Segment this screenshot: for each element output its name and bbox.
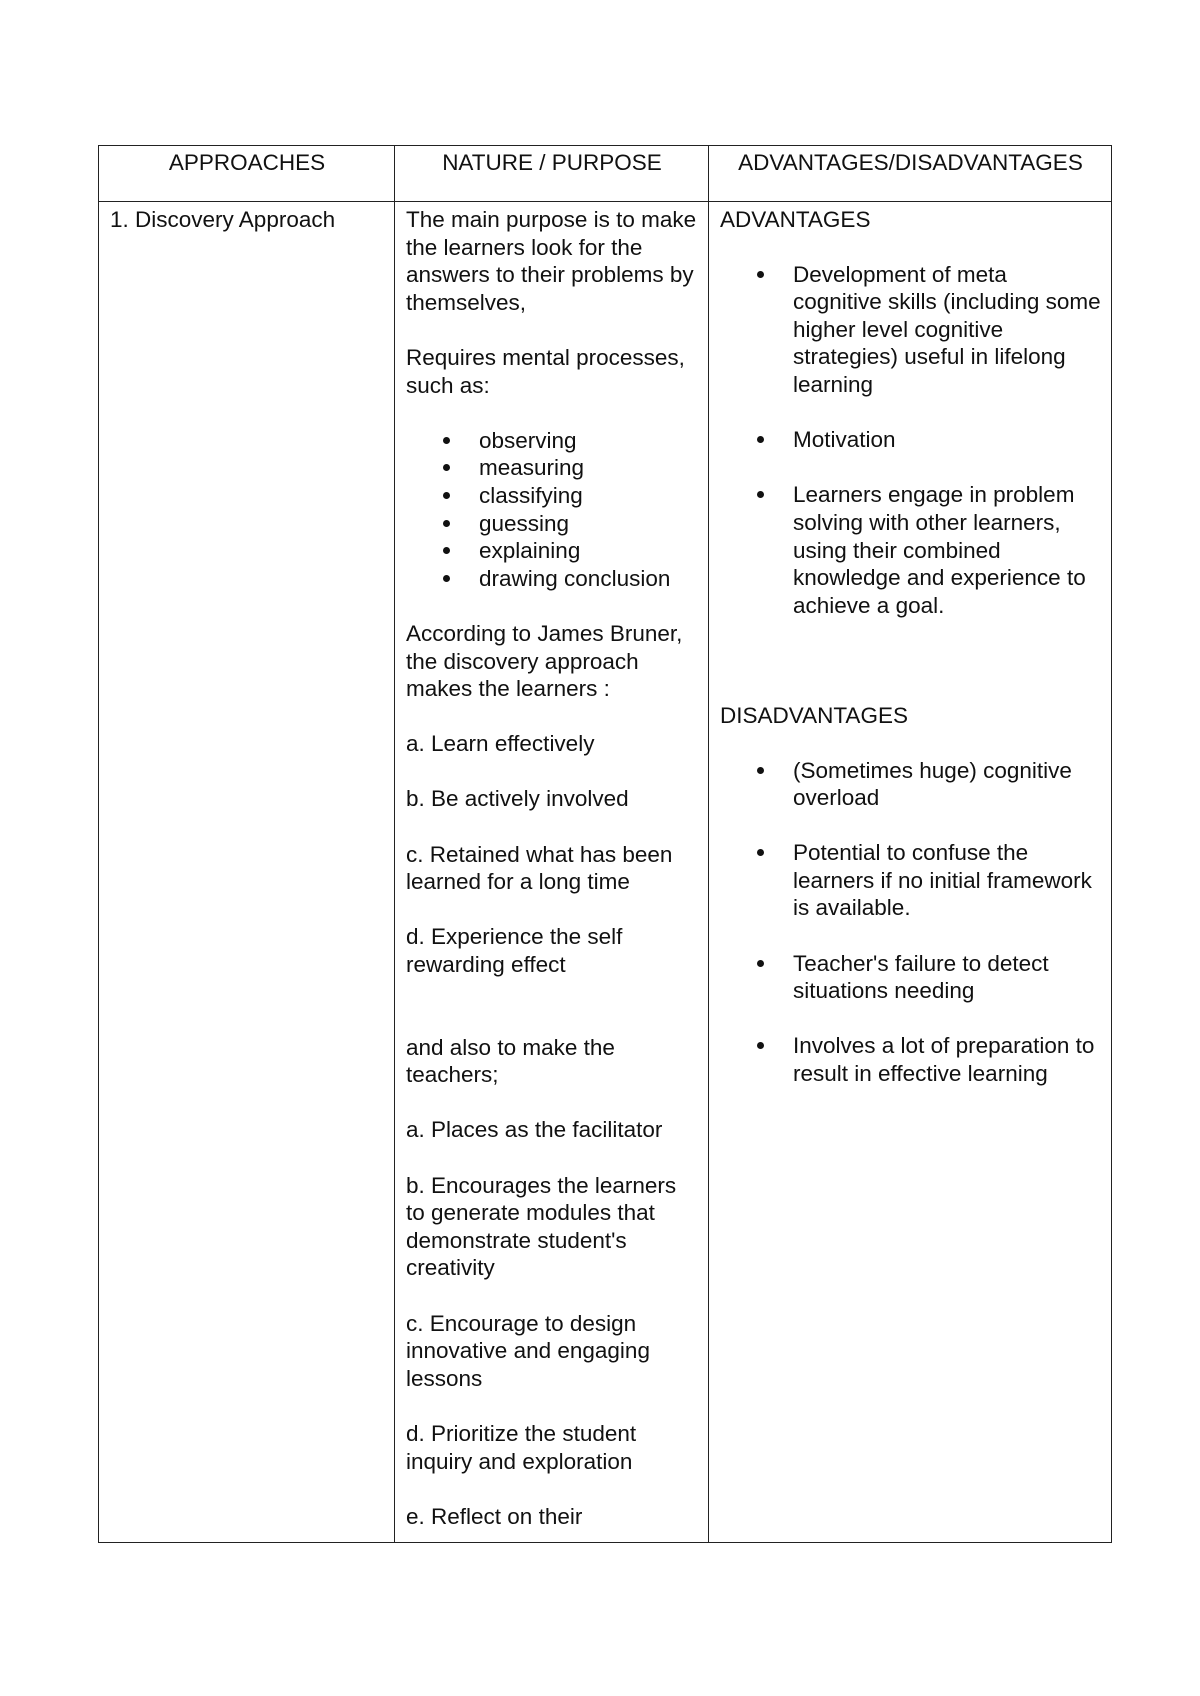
list-item: Potential to confuse the learners if no initial framework is available.: [793, 839, 1101, 922]
nature-purpose-content: [406, 206, 698, 1534]
advantages-title: ADVANTAGES: [720, 207, 871, 232]
table-header-row: [99, 146, 1112, 202]
approaches-table: [98, 145, 1112, 1543]
header-nature-purpose: NATURE / PURPOSE: [395, 146, 709, 202]
list-item: measuring: [479, 454, 698, 482]
list-item: guessing: [479, 510, 698, 538]
processes-list: [406, 427, 698, 593]
teacher-effect-item: d. Prioritize the student inquiry and exploration: [406, 1420, 637, 1474]
list-item: Motivation: [793, 426, 1101, 454]
list-item: drawing conclusion: [479, 565, 698, 593]
purpose-text: The main purpose is to make the learners look for the answers to their problems by themselves,: [406, 207, 697, 315]
learner-effect-item: b. Be actively involved: [406, 786, 629, 812]
list-item: observing: [479, 427, 698, 455]
header-approaches: APPROACHES: [99, 146, 395, 202]
list-item: explaining: [479, 537, 698, 565]
list-item: classifying: [479, 482, 698, 510]
list-item: Learners engage in problem solving with other learners, using their combined knowledge and experience to achieve a goal.: [793, 481, 1101, 619]
learner-effect-item: c. Retained what has been learned for a long time: [406, 841, 673, 895]
disadvantages-title: DISADVANTAGES: [720, 702, 908, 728]
teachers-intro-text: and also to make the teachers;: [406, 1034, 615, 1088]
approach-name: 1. Discovery Approach: [110, 207, 336, 232]
header-advantages-disadvantages: ADVANTAGES/DISADVANTAGES: [709, 146, 1112, 202]
list-item: Development of meta cognitive skills (including some higher level cognitive strategies) useful in lifelong learning: [793, 261, 1101, 397]
table-row: [99, 202, 1112, 1543]
list-item: (Sometimes huge) cognitive overload: [793, 757, 1101, 812]
teacher-effect-item: b. Encourages the learners to generate modules that demonstrate student's creativity: [406, 1172, 677, 1281]
list-item: Teacher's failure to detect situations needing: [793, 950, 1101, 1005]
bruner-text: According to James Bruner, the discovery approach makes the learners :: [406, 620, 683, 702]
list-item: Involves a lot of preparation to result in effective learning: [793, 1032, 1101, 1087]
requires-text: Requires mental processes, such as:: [406, 344, 685, 398]
teacher-effect-item: e. Reflect on their: [406, 1503, 583, 1529]
advantages-disadvantages-cell: [709, 202, 1112, 1543]
teacher-effect-item: a. Places as the facilitator: [406, 1117, 663, 1143]
approach-cell: [99, 202, 395, 1543]
learner-effect-item: a. Learn effectively: [406, 731, 595, 757]
disadvantages-list: [720, 757, 1101, 1088]
learner-effect-item: d. Experience the self rewarding effect: [406, 924, 623, 978]
teacher-effect-item: c. Encourage to design innovative and engaging lessons: [406, 1310, 650, 1391]
nature-purpose-cell: [395, 202, 709, 1543]
advantages-list: [720, 261, 1101, 620]
